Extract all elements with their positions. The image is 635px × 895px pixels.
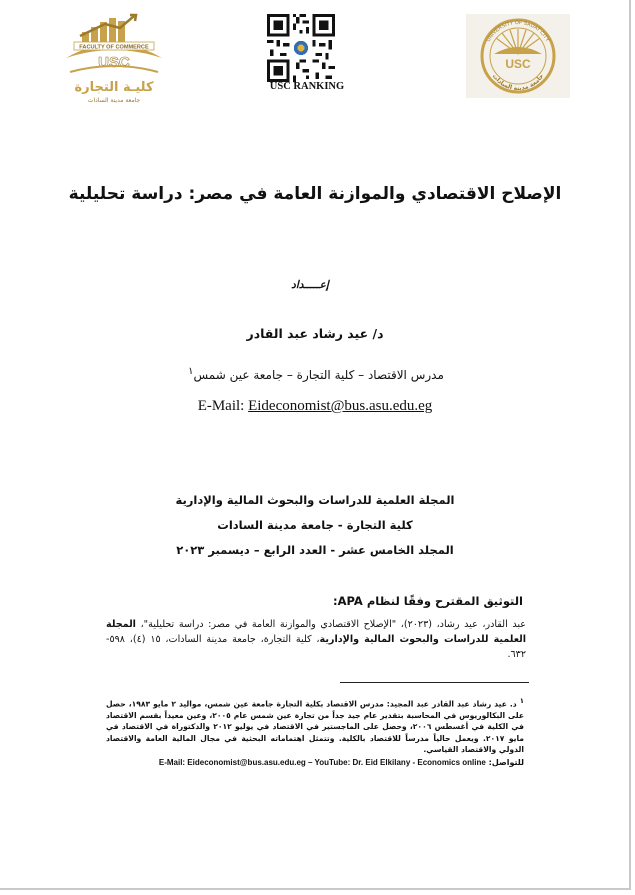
logo-arc-text: UNIVERSITY OF SADAT CITY <box>485 19 551 43</box>
apa-citation-plain: عبد القادر، عيد رشاد، (٢٠٢٣)، "الإصلاح الاقتصادي والموازنة العامة في مصر: دراسة تحليلية"، <box>135 619 526 630</box>
footnote <box>106 696 524 756</box>
apa-citation-tail: ، كلية التجارة، جامعة مدينة السادات، ١٥ (٤)، ٥٩٨- ٦٣٢. <box>106 634 526 660</box>
footnote-separator <box>340 682 529 683</box>
author-email <box>150 398 480 415</box>
logo-arabic-arc: جامعة مدينة السادات <box>490 72 546 93</box>
journal-name: المجلة العلمية للدراسات والبحوث المالية والإدارية <box>175 493 455 507</box>
footnote-ref[interactable]: ١ <box>188 366 194 377</box>
apa-citation <box>106 617 526 662</box>
journal-issue: المجلد الخامس عشر - العدد الرابع – ديسمبر ٢٠٢٣ <box>176 543 454 557</box>
email-label: E-Mail: <box>197 398 245 414</box>
contact-label: للتواصل: <box>488 758 524 767</box>
university-logo <box>466 14 570 98</box>
footnote-text: د. عيد رشاد عبد القادر عبد المجيد: مدرس الاقتصاد بكلية التجارة جامعة عين شمس، مواليد ٢ مايو ١٩٨٣، حصل على البكالوريوس في المحاسبة بتقدير عام جيد جداً من تجارة عين شمس عام ٢٠٠٥، وعين معيداً بقسم الاقتصاد في الكلية في أغسطس ٢٠٠٦، وحصل على الماجستير في الاقتصاد في يوليو ٢٠١٢ والدكتوراة في الاقتصاد في مايو ٢٠١٧. ويعمل حالياً مدرساً للاقتصاد بالكلية. وتتمثل اهتماماته البحثية في مجال المالية العامة والاقتصاد الدولي والاقتصاد القياسي. <box>106 699 525 755</box>
footnote-marker: ١ <box>519 697 524 705</box>
logo-ribbon-text: FACULTY OF COMMERCE <box>79 44 149 51</box>
logo-arabic-sub: جامعة مدينة السادات <box>87 97 141 104</box>
logo-arabic-name: كليـة التجارة <box>74 80 154 95</box>
contact-text[interactable]: E-Mail: Eideconomist@bus.asu.edu.eg – YouTube: Dr. Eid Elkilany - Economics online <box>158 758 486 767</box>
apa-citation-journal: المجلة العلمية للدراسات والبحوث المالية والإدارية <box>106 619 527 645</box>
prepared-by-label: إعـــــداد <box>291 279 329 291</box>
paper-title: الإصلاح الاقتصادي والموازنة العامة في مصر: دراسة تحليلية <box>68 184 562 204</box>
journal-faculty: كلية التجارة - جامعة مدينة السادات <box>217 518 413 532</box>
email-link[interactable]: Eideconomist@bus.asu.edu.eg <box>248 398 433 414</box>
footnote-contact <box>106 757 524 769</box>
qr-label: USC RANKING <box>269 81 345 92</box>
logo-brand-right: USC <box>505 57 531 71</box>
apa-heading: التوثيق المقترح وفقًا لنظام APA: <box>333 594 523 608</box>
logo-brand: USC <box>98 54 130 71</box>
faculty-of-commerce-logo <box>60 12 168 107</box>
author-position <box>180 366 452 382</box>
author-name: د/ عيد رشاد عبد القادر <box>246 326 384 341</box>
qr-code[interactable] <box>267 14 335 82</box>
author-position-text: مدرس الاقتصاد – كلية التجارة – جامعة عين شمس <box>193 368 444 382</box>
